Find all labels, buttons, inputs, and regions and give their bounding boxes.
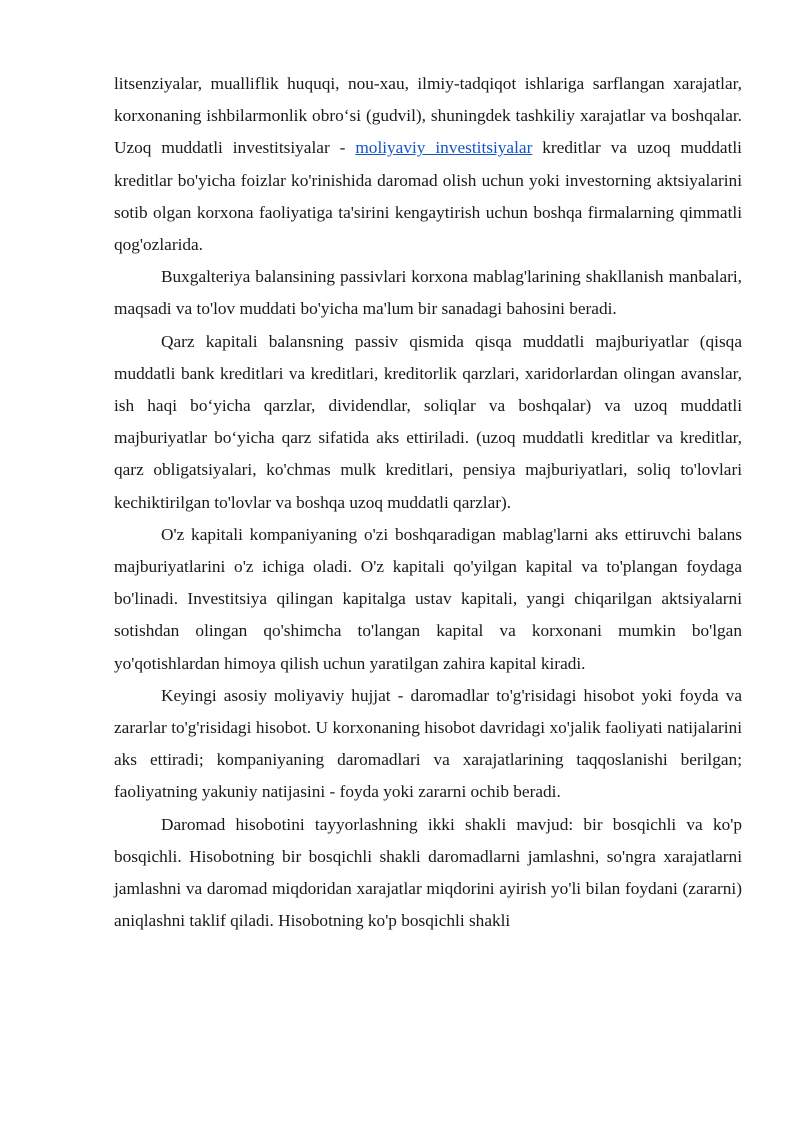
paragraph-debt-capital: Qarz kapitali balansning passiv qismida qisqa muddatli majburiyatlar (qisqa muddatli bank kreditlari va kreditlari, kreditorlik qarzlari, xaridorlardan olingan avanslar, ish haqi bo‘yicha qarzlar, dividendlar, soliqlar va boshqalar) va uzoq muddatli majburiyatlar bo‘yicha qarz sifatida aks ettiriladi. (uzoq muddatli kreditlar va kreditlar, qarz obligatsiyalari, ko'chmas mulk kreditlari, pensiya majburiyatlari, soliq to'lovlari kechiktirilgan to'lovlar va boshqa uzoq muddatli qarzlar). <box>114 331 742 512</box>
financial-investments-link[interactable]: moliyaviy investitsiyalar <box>355 138 533 158</box>
paragraph-intangible-assets <box>114 68 742 261</box>
paragraph-text: kreditlar va uzoq muddatli kreditlar bo'yicha foizlar ko'rinishida daromad olish uchun yoki investorning aktsiyalarini sotib olgan korxona faoliyatiga ta'sirini kengaytirish uchun boshqa firmalarning qimmatli qog'ozlarida. <box>114 138 742 255</box>
paragraph-report-forms: Daromad hisobotini tayyorlashning ikki shakli mavjud: bir bosqichli va ko'p bosqichli. Hisobotning bir bosqichli shakli daromadlarni jamlashni, so'ngra xarajatlarni jamlashni va daromad miqdoridan xarajatlar miqdorini ayirish yo'li bilan foydani (zararni) aniqlashni taklif qiladi. Hisobotning ko'p bosqichli shakli <box>114 814 742 931</box>
paragraph-liabilities: Buxgalteriya balansining passivlari korxona mablag'larining shakllanish manbalari, maqsadi va to'lov muddati bo'yicha ma'lum bir sanadagi bahosini beradi. <box>114 267 742 319</box>
document-page <box>114 68 742 937</box>
paragraph-equity: O'z kapitali kompaniyaning o'zi boshqaradigan mablag'larni aks ettiruvchi balans majburiyatlarini o'z ichiga oladi. O'z kapitali qo'yilgan kapital va to'plangan foydaga bo'linadi. Investitsiya qilingan kapitalga ustav kapitali, yangi chiqarilgan aktsiyalarni sotishdan olingan qo'shimcha to'langan kapital va korxonani mumkin bo'lgan yo'qotishlardan himoya qilish uchun yaratilgan zahira kapital kiradi. <box>114 524 742 673</box>
paragraph-text: litsenziyalar, mualliflik huquqi, nou-xau, ilmiy-tadqiqot ishlariga sarflangan xarajatlar, korxonaning ishbilarmonlik obro‘si (gudvil), shuningdek tashkiliy xarajatlar va boshqalar. Uzoq muddatli investitsiyalar - <box>114 74 742 158</box>
paragraph-income-statement: Keyingi asosiy moliyaviy hujjat - daromadlar to'g'risidagi hisobot yoki foyda va zararlar to'g'risidagi hisobot. U korxonaning hisobot davridagi xo'jalik faoliyati natijalarini aks ettiradi; kompaniyaning daromadlari va xarajatlarining taqqoslanishi berilgan; faoliyatning yakuniy natijasini - foyda yoki zararni ochib beradi. <box>114 685 742 802</box>
